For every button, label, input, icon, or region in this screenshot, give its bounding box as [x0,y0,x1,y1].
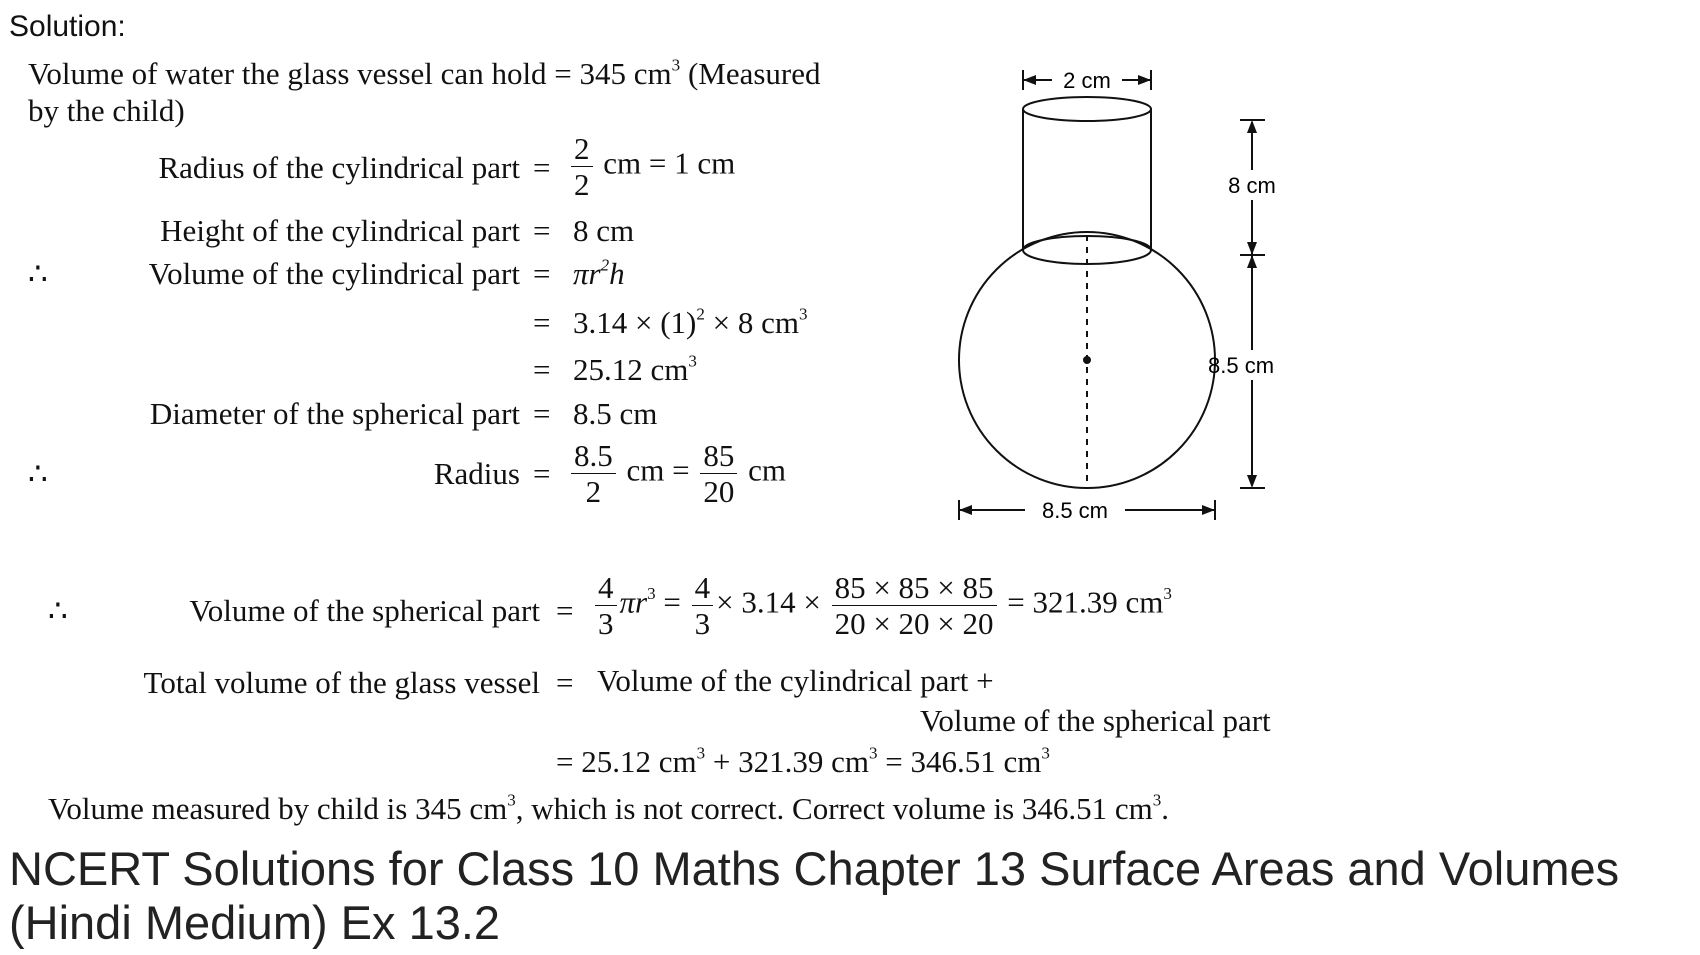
top-width-label: 2 cm [1063,68,1111,93]
vol-sph-expression: $\frac{4}{3}$ $\pi r^3$ = $\frac{4}{3}$ × 3.14 × $\frac{85 \times 85 \times 85}{20 \times 20 \times 20}$ = 321.39 $cm^3$ [592,572,1172,639]
page-title: NCERT Solutions for Class 10 Maths Chapter 13 Surface Areas and Volumes (Hindi Medium) Ex 13.2 [9,842,1620,949]
sphere-width-label: 8.5 cm [1041,498,1109,523]
arrowhead [1247,475,1257,488]
vol-cyl-label: Volume of the cylindrical part [148,256,520,291]
vessel-diagram [940,60,1320,530]
therefore-symbol: ∴ [48,593,68,628]
fraction: $\frac{2}{2}$ [571,133,593,200]
diam-sph-label: Diameter of the spherical part [149,396,520,431]
equals-sign: = [556,593,574,628]
sphere-center-dot [1083,356,1091,364]
vol-cyl-step-1: $3.14 \times (1)^2 \times 8$ $cm^3$ [573,304,808,340]
sphere-height-label: 8.5 cm [1208,353,1275,378]
equals-sign: = [533,213,551,248]
fraction: $\frac{4}{3}$ [692,572,714,639]
equals-sign: = [533,456,551,491]
radius-cyl-result: cm = 1 cm [603,145,736,181]
conclusion-text: Volume measured by child is 345 $cm^3$, which is not correct. Correct volume is 346.51 $cm^3$. [48,790,1170,826]
fraction: $\frac{8.5}{2}$ [571,440,616,507]
total-vol-line-1: Volume of the cylindrical part + [597,663,994,698]
diam-sph-value: 8.5 cm [573,396,658,431]
equals-sign: = [533,396,551,431]
fraction: $\frac{4}{3}$ [595,572,617,639]
total-vol-line-2: Volume of the spherical part [920,703,1271,738]
intro-line-2: by the child) [28,93,185,128]
intro-text-after: (Measured [687,56,821,91]
equals-sign: = [533,305,551,340]
height-cyl-value: 8 cm [573,213,635,248]
total-vol-line-3: = 25.12 $cm^3 + 321.39$ $cm^3 = 346.51$ $cm^3$ [556,743,1050,779]
arrowhead [1247,255,1257,268]
arrowhead [959,505,972,515]
cylinder-height-label: 8 cm [1228,173,1276,198]
total-vol-label: Total volume of the glass vessel [143,665,540,700]
radius-cyl-expression [568,133,735,200]
intro-line-1: Volume of water the glass vessel can hold = 345 $cm^3$ (Measured [28,55,821,91]
radius-cyl-label: Radius of the cylindrical part [158,150,520,185]
solution-label: Solution: [9,10,126,43]
radius-sph-expression: $\frac{8.5}{2}$ cm = $\frac{85}{20}$ cm [568,440,786,507]
arrowhead [1023,75,1036,85]
therefore-symbol: ∴ [28,456,48,491]
arrowhead [1247,242,1257,255]
arrowhead [1202,505,1215,515]
vol-cyl-step-2: 25.12 $cm^3$ [573,351,697,387]
height-cyl-label: Height of the cylindrical part [160,213,520,248]
vol-sph-label: Volume of the spherical part [189,593,540,628]
cylinder-top-ellipse [1023,97,1151,121]
intro-text: Volume of water the glass vessel can hold = 345 cm [28,56,672,91]
fraction: $\frac{85 \times 85 \times 85}{20 \times 20 \times 20}$ [832,572,997,639]
equals-sign: = [533,150,551,185]
equals-sign: = [533,352,551,387]
radius-sph-label: Radius [433,456,520,491]
equals-sign: = [533,256,551,291]
therefore-symbol: ∴ [28,256,48,291]
arrowhead [1247,120,1257,133]
equals-sign: = [556,665,574,700]
arrowhead [1138,75,1151,85]
fraction: $\frac{85}{20}$ [700,440,737,507]
vol-cyl-formula: $\pi r^2h$ [573,255,625,291]
